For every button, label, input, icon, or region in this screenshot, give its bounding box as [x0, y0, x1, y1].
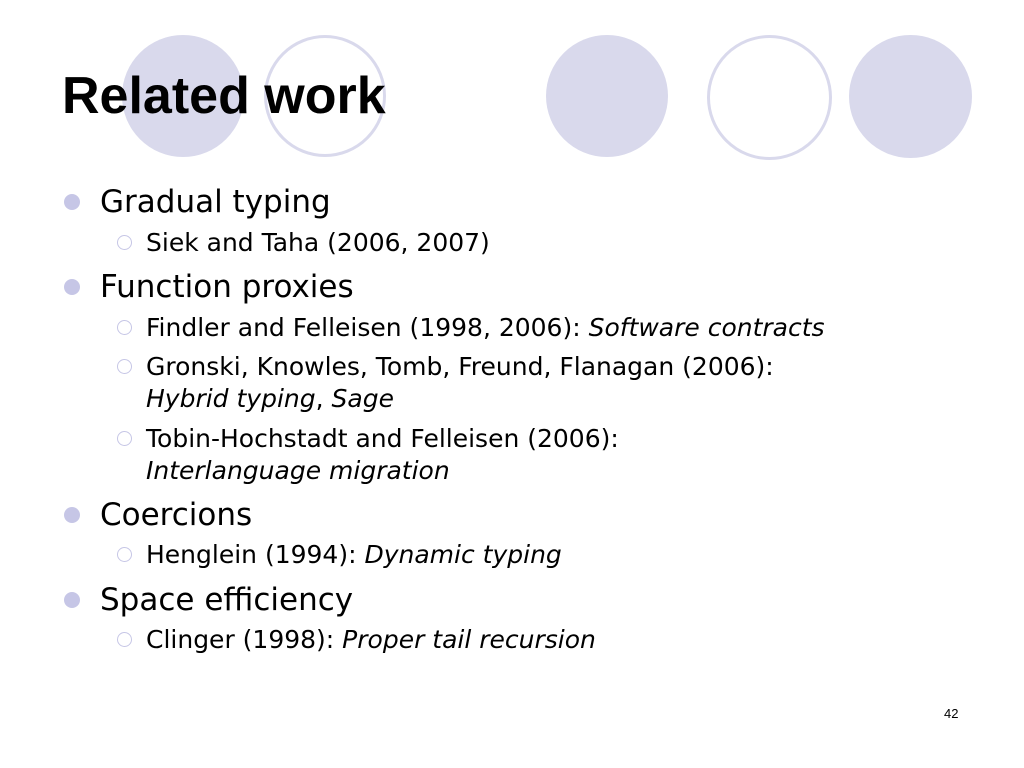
bullet-dot: [64, 507, 80, 523]
sub-item-gronski-title-1: Hybrid typing: [146, 384, 316, 413]
sub-item-findler: [146, 312, 825, 344]
sub-item-siek: Siek and Taha (2006, 2007): [146, 228, 490, 257]
sub-item-henglein-text: Henglein (1994):: [146, 540, 365, 569]
bullet-space-efficiency: Space efficiency: [100, 582, 354, 618]
bullet-coercions: Coercions: [100, 497, 253, 533]
slide-title: Related work: [62, 67, 386, 125]
sub-item-gronski: Gronski, Knowles, Tomb, Freund, Flanagan (2006):: [146, 352, 774, 381]
bullet-dot: [64, 194, 80, 210]
bullet-dot: [64, 592, 80, 608]
sub-item-clinger-text: Clinger (1998):: [146, 625, 343, 654]
bullet-gradual-typing: Gradual typing: [100, 184, 331, 220]
bullet-function-proxies: Function proxies: [100, 269, 354, 305]
sub-bullet-ring: [117, 359, 132, 374]
sub-bullet-ring: [117, 632, 132, 647]
sub-item-gronski-separator: ,: [315, 384, 332, 413]
page-number: 42: [944, 706, 959, 721]
bullet-dot: [64, 279, 80, 295]
sub-item-findler-text: Findler and Felleisen (1998, 2006):: [146, 313, 589, 342]
sub-item-henglein: [146, 539, 562, 571]
sub-bullet-ring: [117, 431, 132, 446]
sub-item-gronski-title-2: Sage: [331, 384, 394, 413]
sub-item-clinger-title: Proper tail recursion: [342, 625, 596, 654]
sub-item-henglein-title: Dynamic typing: [364, 540, 562, 569]
sub-item-clinger: [146, 624, 596, 656]
sub-item-gronski-titles: [146, 383, 394, 415]
sub-item-findler-title: Software contracts: [588, 313, 825, 342]
sub-bullet-ring: [117, 320, 132, 335]
sub-bullet-ring: [117, 235, 132, 250]
sub-bullet-ring: [117, 547, 132, 562]
sub-item-tobin: Tobin-Hochstadt and Felleisen (2006):: [146, 424, 619, 453]
sub-item-tobin-title: Interlanguage migration: [146, 456, 450, 485]
